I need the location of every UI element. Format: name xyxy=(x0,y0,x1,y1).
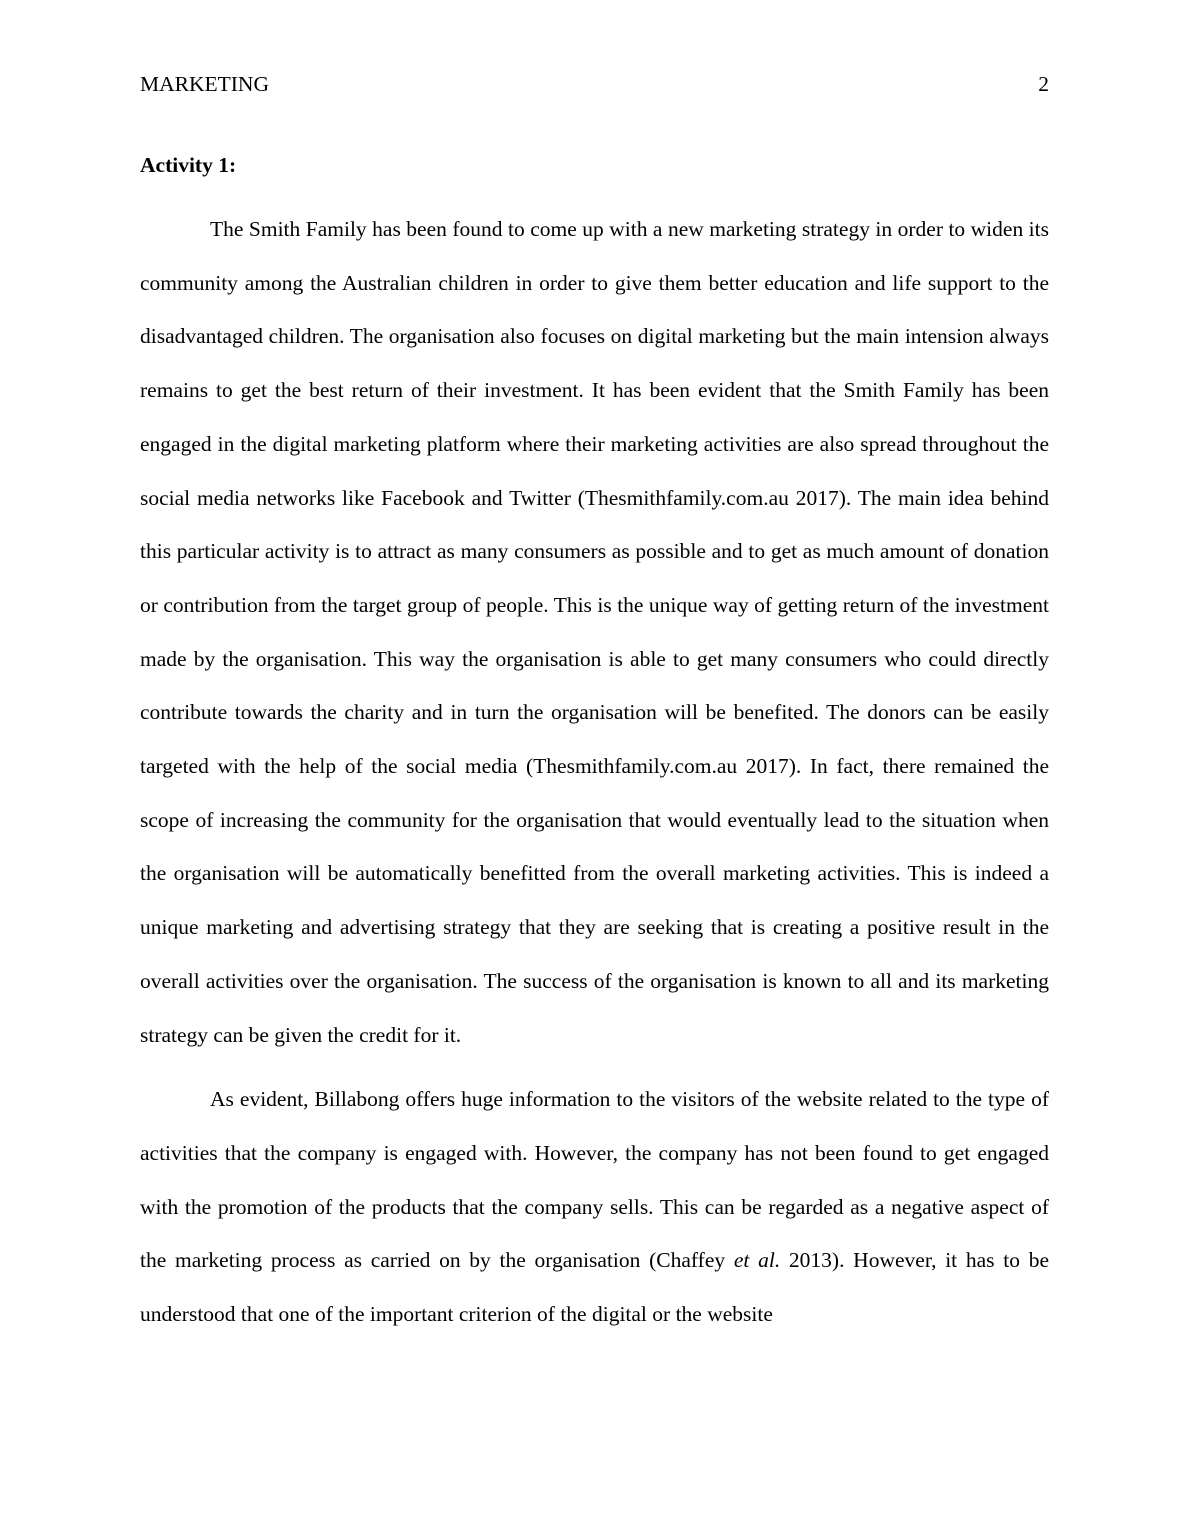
section-heading: Activity 1: xyxy=(140,153,237,177)
paragraph-2-text-start: As evident, Billabong offers huge information to the visitors of the website related to the type of activities that the company is engaged with. However, the company has not been found to get engaged with the promotion of the products that the company sells. This can be regarded as a negative aspect of the marketing process as carried on by the organisation (Chaffey xyxy=(140,1087,1049,1273)
running-head: MARKETING xyxy=(140,72,269,96)
citation-et-al: et al. xyxy=(733,1248,781,1273)
body-text xyxy=(140,203,1049,1342)
page-header xyxy=(140,70,1049,98)
paragraph-2-text-end: 2013). However, it has to be understood that one of the important criterion of the digital or the website xyxy=(140,1248,1049,1327)
paragraph-2 xyxy=(140,1073,1049,1342)
page-number: 2 xyxy=(1038,72,1049,96)
paragraph-1: The Smith Family has been found to come up with a new marketing strategy in order to widen its community among the Australian children in order to give them better education and life support to the disadvantaged children. The organisation also focuses on digital marketing but the main intension always remains to get the best return of their investment. It has been evident that the Smith Family has been engaged in the digital marketing platform where their marketing activities are also spread throughout the social media networks like Facebook and Twitter (Thesmithfamily.com.au 2017). The main idea behind this particular activity is to attract as many consumers as possible and to get as much amount of donation or contribution from the target group of people. This is the unique way of getting return of the investment made by the organisation. This way the organisation is able to get many consumers who could directly contribute towards the charity and in turn the organisation will be benefited. The donors can be easily targeted with the help of the social media (Thesmithfamily.com.au 2017). In fact, there remained the scope of increasing the community for the organisation that would eventually lead to the situation when the organisation will be automatically benefitted from the overall marketing activities. This is indeed a unique marketing and advertising strategy that they are seeking that is creating a positive result in the overall activities over the organisation. The success of the organisation is known to all and its marketing strategy can be given the credit for it. xyxy=(140,217,1049,1047)
